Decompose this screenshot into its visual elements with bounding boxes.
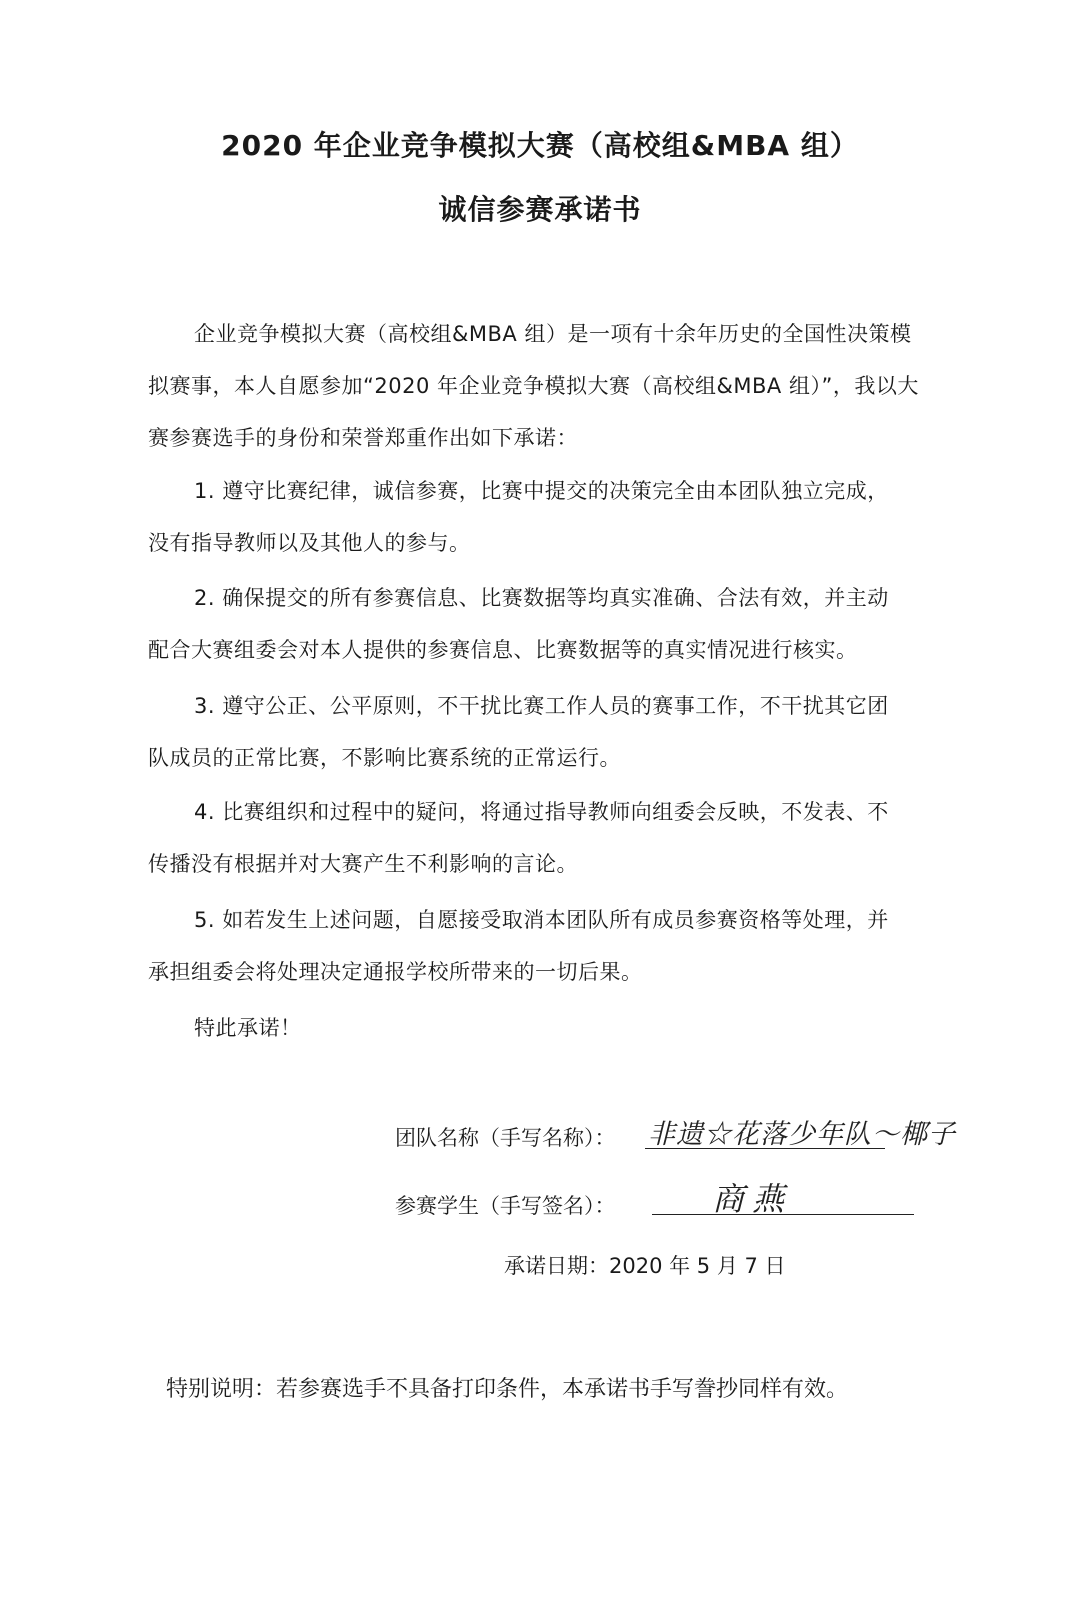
item-5-line-1: 5. 如若发生上述问题，自愿接受取消本团队所有成员参赛资格等处理，并 <box>194 908 889 932</box>
document-title: 2020 年企业竞争模拟大赛（高校组&MBA 组） <box>221 129 859 162</box>
item-5-line-2: 承担组委会将处理决定通报学校所带来的一切后果。 <box>148 960 643 984</box>
student-signature-underline <box>652 1214 914 1215</box>
intro-line-3: 赛参赛选手的身份和荣誉郑重作出如下承诺： <box>148 426 578 450</box>
document-subtitle: 诚信参赛承诺书 <box>438 193 642 226</box>
item-1-line-1: 1. 遵守比赛纪律，诚信参赛，比赛中提交的决策完全由本团队独立完成， <box>194 479 889 503</box>
team-name-handwriting: 非遗☆花落少年队～椰子 <box>648 1119 956 1150</box>
item-1-line-2: 没有指导教师以及其他人的参与。 <box>148 531 471 555</box>
team-name-label: 团队名称（手写名称）： <box>395 1126 616 1150</box>
item-3-line-1: 3. 遵守公正、公平原则，不干扰比赛工作人员的赛事工作，不干扰其它团 <box>194 694 889 718</box>
intro-line-2: 拟赛事，本人自愿参加“2020 年企业竞争模拟大赛（高校组&MBA 组）”，我以大 <box>148 374 919 398</box>
pledge-date: 承诺日期：2020 年 5 月 7 日 <box>504 1254 786 1278</box>
item-3-line-2: 队成员的正常比赛，不影响比赛系统的正常运行。 <box>148 746 621 770</box>
student-signature-handwriting: 商燕 <box>712 1180 793 1218</box>
student-signature-label: 参赛学生（手写签名）： <box>395 1194 616 1218</box>
item-4-line-1: 4. 比赛组织和过程中的疑问，将通过指导教师向组委会反映，不发表、不 <box>194 800 889 824</box>
item-4-line-2: 传播没有根据并对大赛产生不利影响的言论。 <box>148 852 578 876</box>
intro-line-1: 企业竞争模拟大赛（高校组&MBA 组）是一项有十余年历史的全国性决策模 <box>194 322 912 346</box>
closing-statement: 特此承诺！ <box>194 1016 302 1040</box>
item-2-line-1: 2. 确保提交的所有参赛信息、比赛数据等均真实准确、合法有效，并主动 <box>194 586 889 610</box>
team-name-underline <box>645 1148 885 1149</box>
special-note: 特别说明：若参赛选手不具备打印条件，本承诺书手写誊抄同样有效。 <box>166 1377 849 1402</box>
item-2-line-2: 配合大赛组委会对本人提供的参赛信息、比赛数据等的真实情况进行核实。 <box>148 638 858 662</box>
